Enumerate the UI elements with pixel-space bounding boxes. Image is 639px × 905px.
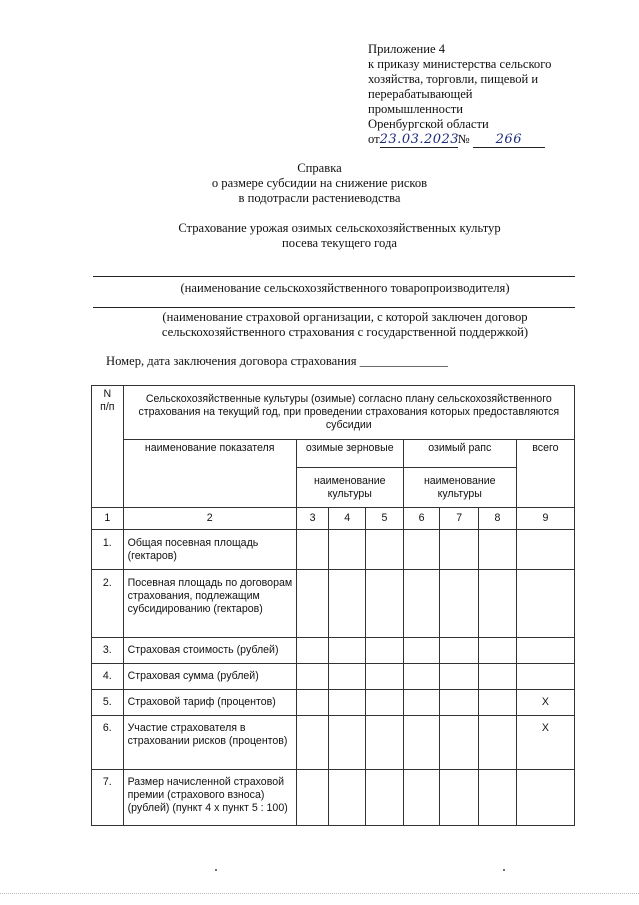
insurer-line bbox=[93, 307, 575, 308]
insurer-caption bbox=[0, 310, 639, 340]
row-num: 6. bbox=[92, 716, 124, 770]
column-numbers-row bbox=[92, 508, 575, 530]
insurer-caption-line: сельскохозяйственного страхования с государственной поддержкой) bbox=[161, 325, 529, 339]
appendix-block bbox=[368, 42, 608, 148]
date-prefix: от bbox=[368, 132, 380, 146]
scan-speck bbox=[215, 869, 217, 871]
table-row bbox=[92, 716, 575, 770]
producer-line bbox=[93, 276, 575, 277]
col-number: 9 bbox=[516, 508, 574, 530]
scan-speck bbox=[503, 869, 505, 871]
appendix-line: хозяйства, торговли, пищевой и bbox=[368, 72, 539, 86]
row-total bbox=[516, 638, 574, 664]
header-num: N п/п bbox=[92, 386, 124, 508]
row-total bbox=[516, 770, 574, 826]
row-num: 1. bbox=[92, 530, 124, 570]
col-number: 7 bbox=[440, 508, 479, 530]
row-total: Х bbox=[516, 690, 574, 716]
row-total bbox=[516, 570, 574, 638]
row-total: Х bbox=[516, 716, 574, 770]
table-row bbox=[92, 770, 575, 826]
header-crop-name-rapeseed: наименование культуры bbox=[403, 468, 516, 508]
appendix-line: промышленности bbox=[368, 102, 464, 116]
appendix-title: Приложение 4 bbox=[368, 42, 446, 56]
scan-edge-line bbox=[0, 893, 639, 894]
producer-caption: (наименование сельскохозяйственного товаропроизводителя) bbox=[180, 281, 510, 295]
col-number: 4 bbox=[329, 508, 366, 530]
row-num: 2. bbox=[92, 570, 124, 638]
row-label: Размер начисленной страховой премии (страхового взноса) (рублей) (пункт 4 x пункт 5 : 100) bbox=[123, 770, 296, 826]
row-num: 5. bbox=[92, 690, 124, 716]
contract-blank: ______________ bbox=[359, 354, 448, 368]
header-group-winter-rapeseed: озимый рапс bbox=[403, 440, 516, 468]
insurer-caption-line: (наименование страховой организации, с которой заключен договор bbox=[162, 310, 528, 324]
title-line: Справка bbox=[297, 161, 342, 175]
table-row bbox=[92, 664, 575, 690]
col-number: 1 bbox=[92, 508, 124, 530]
header-crop-name-grain: наименование культуры bbox=[296, 468, 403, 508]
table-row bbox=[92, 530, 575, 570]
col-number: 8 bbox=[479, 508, 517, 530]
document-subtitle bbox=[20, 221, 639, 251]
header-total: всего bbox=[516, 440, 574, 508]
row-total bbox=[516, 530, 574, 570]
subtitle-line: посева текущего года bbox=[282, 236, 397, 250]
appendix-date-line bbox=[368, 132, 608, 148]
title-line: в подотрасли растениеводства bbox=[238, 191, 401, 205]
appendix-line: Оренбургской области bbox=[368, 117, 489, 131]
title-line: о размере субсидии на снижение рисков bbox=[211, 176, 428, 190]
table-row bbox=[92, 570, 575, 638]
col-number: 5 bbox=[366, 508, 404, 530]
contract-field bbox=[106, 354, 448, 369]
row-total bbox=[516, 664, 574, 690]
row-num: 4. bbox=[92, 664, 124, 690]
row-num: 7. bbox=[92, 770, 124, 826]
handwritten-number: 266 bbox=[495, 132, 522, 147]
appendix-line: к приказу министерства сельского bbox=[368, 57, 552, 71]
row-num: 3. bbox=[92, 638, 124, 664]
header-group-winter-grain: озимые зерновые bbox=[296, 440, 403, 468]
table-row bbox=[92, 690, 575, 716]
row-label: Страховая сумма (рублей) bbox=[123, 664, 296, 690]
appendix-line: перерабатывающей bbox=[368, 87, 473, 101]
subtitle-line: Страхование урожая озимых сельскохозяйственных культур bbox=[178, 221, 501, 235]
col-number: 2 bbox=[123, 508, 296, 530]
header-main: Сельскохозяйственные культуры (озимые) согласно плану сельскохозяйственного страхования на текущий год, при проведении страхования которых предоставляются субсидии bbox=[123, 386, 574, 440]
row-label: Страховая стоимость (рублей) bbox=[123, 638, 296, 664]
row-label: Страховой тариф (процентов) bbox=[123, 690, 296, 716]
row-label: Участие страхователя в страховании рисков (процентов) bbox=[123, 716, 296, 770]
row-label: Общая посевная площадь (гектаров) bbox=[123, 530, 296, 570]
col-number: 6 bbox=[403, 508, 440, 530]
number-prefix: № bbox=[457, 132, 470, 146]
table-row bbox=[92, 638, 575, 664]
handwritten-date: 23.03.2023 bbox=[379, 132, 460, 147]
document-title bbox=[0, 161, 639, 206]
col-number: 3 bbox=[296, 508, 329, 530]
subsidy-table bbox=[91, 385, 575, 826]
row-label: Посевная площадь по договорам страхования, подлежащим субсидированию (гектаров) bbox=[123, 570, 296, 638]
contract-label: Номер, дата заключения договора страхования bbox=[106, 354, 357, 368]
header-indicator: наименование показателя bbox=[123, 440, 296, 508]
